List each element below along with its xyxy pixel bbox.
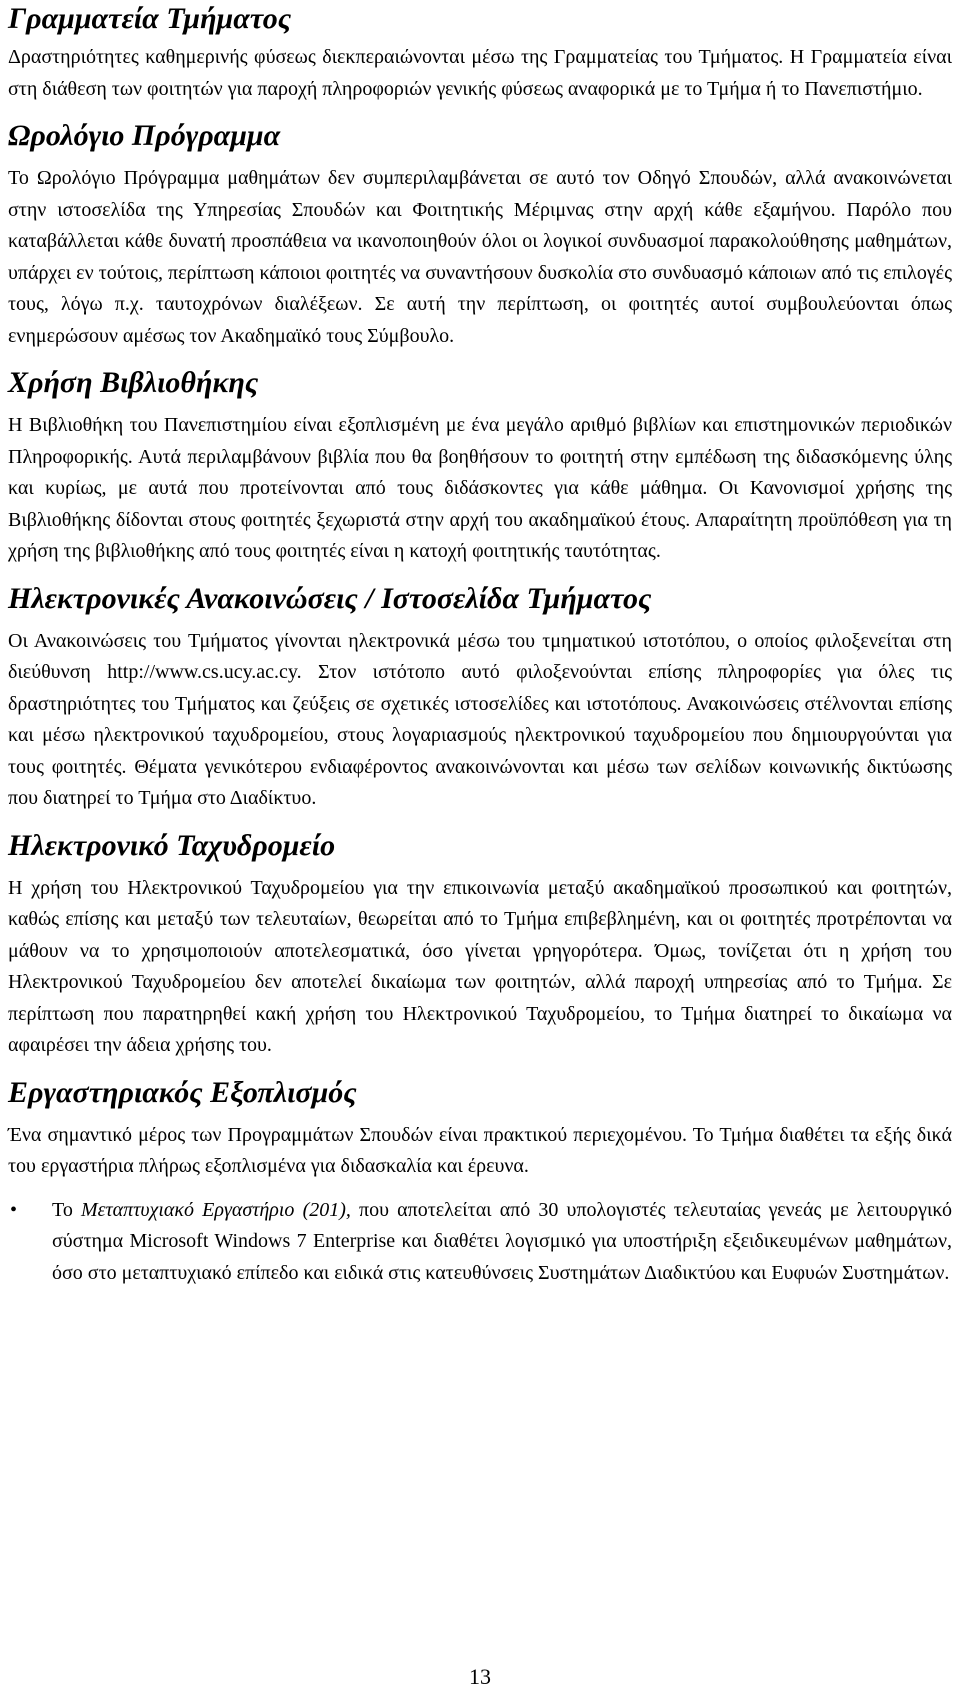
section-email	[8, 827, 952, 1062]
document-page	[8, 0, 952, 1289]
section-heading: Ηλεκτρονικές Ανακοινώσεις / Ιστοσελίδα Τμήματος	[8, 581, 652, 615]
bullet-icon: •	[10, 1198, 18, 1221]
section-timetable	[8, 117, 952, 352]
section-paragraph: Ένα σημαντικό μέρος των Προγραμμάτων Σπουδών είναι πρακτικού περιεχομένου. Το Τμήμα διαθέτει τα εξής δικά του εργαστήρια πλήρως εξοπλισμένα για διδασκαλία και έρευνα.	[8, 1123, 952, 1177]
list-item	[8, 1195, 952, 1290]
section-heading: Γραμματεία Τμήματος	[8, 2, 292, 35]
section-lab-equipment	[8, 1074, 952, 1290]
section-announcements	[8, 580, 952, 815]
bullet-list	[8, 1195, 952, 1290]
section-heading: Ωρολόγιο Πρόγραμμα	[8, 119, 281, 152]
page-number: 13	[469, 1664, 491, 1689]
section-heading: Εργαστηριακός Εξοπλισμός	[8, 1075, 357, 1109]
section-secretariat	[8, 0, 952, 105]
section-paragraph: Η χρήση του Ηλεκτρονικού Ταχυδρομείου για την επικοινωνία μεταξύ ακαδημαϊκού προσωπικού και φοιτητών, καθώς επίσης και μεταξύ των τελευταίων, θεωρείται από το Τμήμα επιβεβλημένη, και οι φοιτητές προτρέπονται να μάθουν να το χρησιμοποιούν αποτελεσματικά, όσο γίνεται γρηγορότερα. Όμως, τονίζεται ότι η χρήση του Ηλεκτρονικού Ταχυδρομείου δεν αποτελεί δικαίωμα των φοιτητών, αλλά παροχή υπηρεσίας από το Τμήμα. Σε περίπτωση που παρατηρηθεί κακή χρήση του Ηλεκτρονικού Ταχυδρομείου, το Τμήμα διατηρεί το δικαίωμα να αφαιρέσει την άδεια χρήσης του.	[8, 876, 952, 1056]
lab-name: Μεταπτυχιακό Εργαστήριο (201),	[80, 1198, 351, 1221]
section-paragraph: Οι Ανακοινώσεις του Τμήματος γίνονται ηλεκτρονικά μέσω του τμηματικού ιστοτόπου, ο οποίος φιλοξενείται στη διεύθυνση http://www.cs.ucy.ac.cy. Στον ιστότοπο αυτό φιλοξενούνται επίσης πληροφορίες για όλες τις δραστηριότητες του Τμήματος και ζεύξεις σε σχετικές ιστοσελίδες και ιστοτόπους. Ανακοινώσεις στέλνονται επίσης και μέσω ηλεκτρονικού ταχυδρομείου, στους λογαριασμούς ηλεκτρονικού ταχυδρομείου που δημιουργούνται για τους φοιτητές. Θέματα γενικότερου ενδιαφέροντος ανακοινώνονται και μέσω των σελίδων κοινωνικής δικτύωσης που διατηρεί το Τμήμα στο Διαδίκτυο.	[8, 629, 952, 809]
section-heading: Χρήση Βιβλιοθήκης	[8, 366, 259, 399]
list-item-prefix: Το	[52, 1198, 81, 1221]
section-library	[8, 364, 952, 568]
section-paragraph: Η Βιβλιοθήκη του Πανεπιστημίου είναι εξοπλισμένη με ένα μεγάλο αριθμό βιβλίων και επιστημονικών περιοδικών Πληροφορικής. Αυτά περιλαμβάνουν βιβλία που θα βοηθήσουν το φοιτητή στην εμπέδωση της διδασκόμενης ύλης και κυρίως, με αυτά που προτείνονται από τους διδάσκοντες για κάθε μάθημα. Οι Κανονισμοί χρήσης της Βιβλιοθήκης δίδονται στους φοιτητές ξεχωριστά στην αρχή του ακαδημαϊκού έτους. Απαραίτητη προϋπόθεση για τη χρήση της βιβλιοθήκης από τους φοιτητές είναι η κατοχή φοιτητικής ταυτότητας.	[8, 414, 952, 562]
section-paragraph: Δραστηριότητες καθημερινής φύσεως διεκπεραιώνονται μέσω της Γραμματείας του Τμήματος. Η Γραμματεία είναι στη διάθεση των φοιτητών για παροχή πληροφοριών γενικής φύσεως αναφορικά με το Τμήμα ή το Πανεπιστήμιο.	[8, 46, 952, 100]
section-paragraph: Το Ωρολόγιο Πρόγραμμα μαθημάτων δεν συμπεριλαμβάνεται σε αυτό τον Οδηγό Σπουδών, αλλά ανακοινώνεται στην ιστοσελίδα της Υπηρεσίας Σπουδών και Φοιτητικής Μέριμνας στην αρχή κάθε εξαμήνου. Παρόλο που καταβάλλεται κάθε δυνατή προσπάθεια να ικανοποιηθούν όλοι οι λογικοί συνδυασμοί παρακολούθησης μαθημάτων, υπάρχει εν τούτοις, περίπτωση κάποιοι φοιτητές να συναντήσουν δυσκολία στο συνδυασμό κάποιων από τις επιλογές τους, λόγω π.χ. ταυτοχρόνων διαλέξεων. Σε αυτή την περίπτωση, οι φοιτητές αυτοί συμβουλεύονται όπως ενημερώσουν αμέσως τον Ακαδημαϊκό τους Σύμβουλο.	[8, 167, 952, 347]
section-heading: Ηλεκτρονικό Ταχυδρομείο	[8, 828, 336, 862]
list-item-text: που αποτελείται από 30 υπολογιστές τελευταίας γενεάς με λειτουργικό σύστημα Microsoft Windows 7 Enterprise και διαθέτει λογισμικό για υποστήριξη εξειδικευμένων μαθημάτων, όσο στο μεταπτυχιακό επίπεδο και ειδικά στις κατευθύνσεις Συστημάτων Διαδικτύου και Ευφυών Συστημάτων.	[52, 1198, 952, 1284]
